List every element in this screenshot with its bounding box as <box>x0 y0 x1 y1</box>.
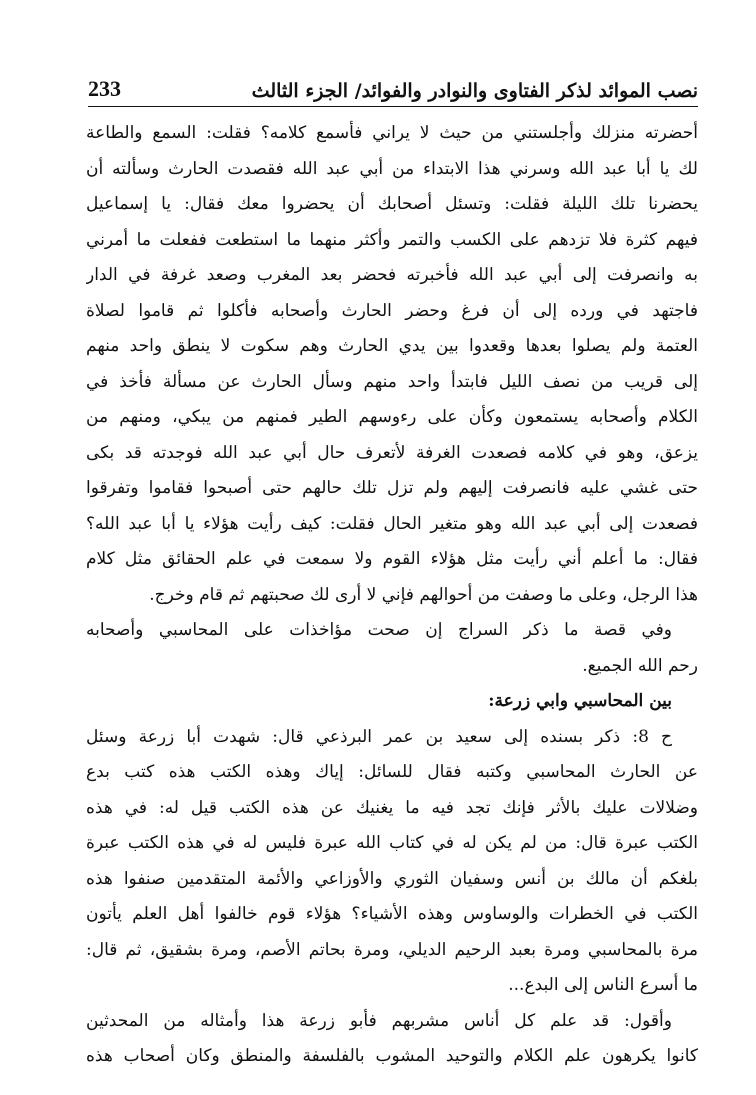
text-line: هذا الرجل، وعلى ما وصفت من أحوالهم فإني لا أرى لك صحبتهم ثم قام وخرج. <box>149 584 698 605</box>
text-line: بلغكم أن مالك بن أنس وسفيان الثوري والأوزاعي والأئمة المتقدمين صنفوا هذه <box>86 868 698 889</box>
header-rule <box>88 106 698 107</box>
section-heading: بين المحاسبي وابي زرعة: <box>488 691 672 711</box>
body-text <box>86 116 698 1075</box>
text-line: الكلام وأصحابه يستمعون وكأن على رءوسهم الطير فمنهم من يبكي، ومنهم من <box>86 407 698 427</box>
text-line: إلى قريب من نصف الليل فابتدأ واحد منهم وسأل الحارث عن مسألة فأخذ في <box>86 371 698 392</box>
text-line: يحضرنا تلك الليلة فقلت: وتسئل أصحابك أن يحضروا معك فقال: يا إسماعيل <box>86 194 698 214</box>
text-line: الكتب في الخطرات والوساوس وهذه الأشياء؟ هؤلاء قوم خالفوا أهل العلم يأتون <box>86 904 698 924</box>
text-line: به وانصرفت إلى أبي عبد الله فأخبرته فحضر بعد المغرب وصعد غرفة في الدار <box>86 265 698 285</box>
text-line: يزعق، وهو في كلامه فصعدت الغرفة لأتعرف حال أبي عبد الله فوجدته قد بكى <box>86 442 698 463</box>
text-line: العتمة ولم يصلوا بعدها وقعدوا بين يدي الحارث وهم سكوت لا ينطق واحد منهم <box>86 336 698 356</box>
text-line: أحضرته منزلك وأجلستني من حيث لا يراني فأسمع كلامه؟ فقلت: السمع والطاعة <box>86 123 698 143</box>
text-line: ح 8: ذكر بسنده إلى سعيد بن عمر البرذعي قال: شهدت أبا زرعة وسئل <box>86 726 672 747</box>
text-line: وأقول: قد علم كل أناس مشربهم فأبو زرعة هذا وأمثاله من المحدثين <box>86 1010 672 1031</box>
text-line: فيهم كثرة فلا تزدهم على الكسب والتمر وأكثر منهما ما استطعت ففعلت ما أمرني <box>86 229 698 250</box>
text-line: وفي قصة ما ذكر السراج إن صحت مؤاخذات على المحاسبي وأصحابه <box>86 620 672 640</box>
text-line: عن الحارث المحاسبي وكتبه فقال للسائل: إياك وهذه الكتب هذه كتب بدع <box>86 762 698 782</box>
page-number: 233 <box>88 76 121 101</box>
text-line: وضلالات عليك بالأثر فإنك تجد فيه ما يغنيك عن هذه الكتب قيل له: في هذه <box>86 797 698 818</box>
text-line: فقال: ما أعلم أني رأيت مثل هؤلاء القوم ولا سمعت في علم الحقائق مثل كلام <box>86 549 698 569</box>
text-line: الكتب عبرة قال: من لم يكن له في كتاب الله عبرة فليس له في هذه الكتب عبرة <box>86 833 698 853</box>
page-header <box>88 62 698 102</box>
text-line: كانوا يكرهون علم الكلام والتوحيد المشوب بالفلسفة والمنطق وكان أصحاب هذه <box>86 1046 698 1066</box>
text-line: لك يا أبا عبد الله وسرني هذا الابتداء من أبي عبد الله فقصدت الحارث وسألته أن <box>86 158 698 179</box>
text-line: حتى غشي عليه فانصرفت إليهم ولم تزل تلك حالهم حتى أصبحوا فقاموا وتفرقوا <box>86 478 698 498</box>
text-line: مرة بالمحاسبي ومرة بعبد الرحيم الديلي، ومرة بحاتم الأصم، ومرة بشقيق، ثم قال: <box>86 939 698 960</box>
running-title: نصب الموائد لذكر الفتاوى والنوادر والفوائد/ الجزء الثالث <box>251 80 698 102</box>
text-line: رحم الله الجميع. <box>582 655 698 676</box>
text-line: فاجتهد في ورده إلى أن فرغ وحضر الحارث وأصحابه فأكلوا ثم قاموا لصلاة <box>86 300 698 321</box>
text-line: فصعدت إلى أبي عبد الله وهو متغير الحال فقلت: كيف رأيت هؤلاء يا أبا عبد الله؟ <box>86 513 698 534</box>
text-line: ما أسرع الناس إلى البدع... <box>508 975 698 995</box>
